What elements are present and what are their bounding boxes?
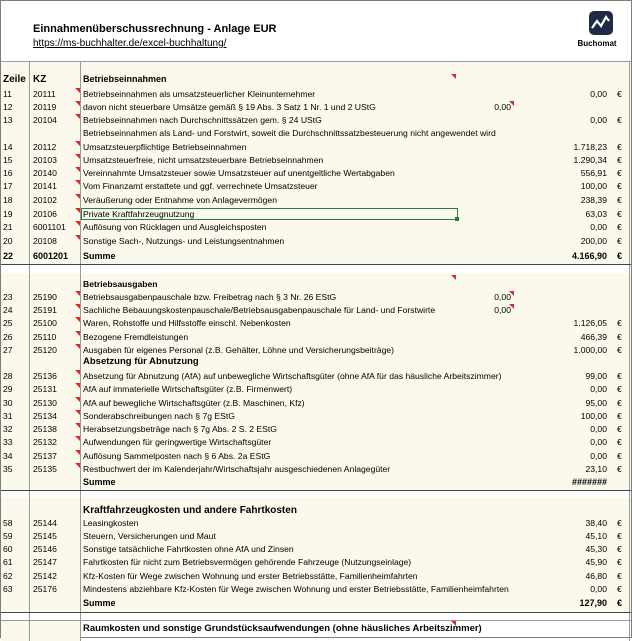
comment-indicator-icon	[75, 344, 80, 349]
table-row[interactable]	[1, 450, 631, 463]
cell-sum-value: #######	[571, 477, 607, 487]
cell-unit: €	[617, 437, 622, 447]
comment-indicator-icon	[75, 383, 80, 388]
table-row[interactable]	[1, 304, 631, 317]
comment-indicator-icon	[75, 331, 80, 336]
cell-value: 1.718,23	[573, 142, 607, 152]
cell-value: 45,30	[585, 544, 607, 554]
cell-description: AfA auf immaterielle Wirtschaftsgüter (z.B. Firmenwert)	[83, 384, 293, 394]
cell-description: Absetzung für Abnutzung (AfA) auf unbewegliche Wirtschaftsgüter (ohne AfA für das häusliche Arbeitszimmer)	[83, 371, 502, 381]
cell-unit: €	[617, 209, 622, 219]
table-row[interactable]	[1, 423, 631, 436]
cell-zeile: 31	[3, 411, 13, 421]
comment-indicator-icon	[451, 74, 456, 79]
cell-value: 0,00	[590, 222, 607, 232]
cell-zeile: 13	[3, 115, 13, 125]
cell-unit: €	[617, 168, 622, 178]
cell-zeile: 15	[3, 155, 13, 165]
cell-value: 1.126,05	[573, 318, 607, 328]
cell-kz: 25136	[33, 371, 57, 381]
cell-zeile: 17	[3, 181, 13, 191]
cell-zeile: 19	[3, 209, 13, 219]
cell-kz: 25120	[33, 345, 57, 355]
cell-value: 63,03	[585, 209, 607, 219]
comment-indicator-icon	[75, 154, 80, 159]
cell-zeile: 16	[3, 168, 13, 178]
cell-zeile: 59	[3, 531, 13, 541]
cell-unit: €	[617, 115, 622, 125]
cell-description: davon nicht steuerbare Umsätze gemäß § 19 Abs. 3 Satz 1 Nr. 1 und 2 UStG	[83, 102, 376, 112]
cell-description: Auflösung Sammelposten nach § 6 Abs. 2a EStG	[83, 451, 271, 461]
cell-mid-value: 0,00	[494, 102, 511, 112]
cell-kz: 25131	[33, 384, 57, 394]
cell-zeile: 61	[3, 557, 13, 567]
table-row[interactable]	[1, 194, 631, 207]
cell-zeile: 12	[3, 102, 13, 112]
cell-description: Restbuchwert der im Kalenderjahr/Wirtschaftsjahr ausgeschiedenen Anlagegüter	[83, 464, 391, 474]
cell-description: Auflösung von Rücklagen und Ausgleichsposten	[83, 222, 267, 232]
cell-unit: €	[617, 398, 622, 408]
cell-value: 0,00	[590, 437, 607, 447]
cell-kz: 25134	[33, 411, 57, 421]
cell-unit: €	[617, 222, 622, 232]
cell-description: Betriebseinnahmen als umsatzsteuerlicher Kleinunternehmer	[83, 89, 316, 99]
cell-value: 0,00	[590, 384, 607, 394]
cell-value: 0,00	[590, 451, 607, 461]
cell-description: Betriebseinnahmen als Land- und Forstwirt, soweit die Durchschnittssatzbesteuerung nicht angewendet wird	[83, 128, 496, 138]
table-row[interactable]	[1, 317, 631, 330]
comment-indicator-icon	[75, 291, 80, 296]
cell-unit: €	[617, 544, 622, 554]
cell-description: Aufwendungen für geringwertige Wirtschaftsgüter	[83, 437, 272, 447]
cell-description: Bezogene Fremdleistungen	[83, 332, 189, 342]
table-row[interactable]	[1, 141, 631, 154]
cell-kz: 25132	[33, 437, 57, 447]
comment-indicator-icon	[75, 141, 80, 146]
cell-kz: 20140	[33, 168, 57, 178]
grid-line	[1, 61, 631, 62]
sum-row-expenses[interactable]	[1, 476, 631, 489]
comment-indicator-icon	[75, 317, 80, 322]
table-row[interactable]	[1, 154, 631, 167]
cell-kz: 20112	[33, 142, 57, 152]
cell-kz: 20104	[33, 115, 57, 125]
comment-indicator-icon	[75, 370, 80, 375]
section-heading-expenses: Betriebsausgaben	[83, 279, 158, 289]
cell-description: AfA auf bewegliche Wirtschaftsgüter (z.B. Maschinen, Kfz)	[83, 398, 305, 408]
comment-indicator-icon	[75, 88, 80, 93]
grid-line	[1, 612, 631, 613]
cell-zeile: 23	[3, 292, 13, 302]
cell-value: 0,00	[590, 89, 607, 99]
cell-zeile: 58	[3, 518, 13, 528]
cell-unit: €	[617, 584, 622, 594]
cell-kz: 25137	[33, 451, 57, 461]
cell-kz: 25147	[33, 557, 57, 567]
table-row[interactable]	[1, 410, 631, 423]
cell-kz: 25176	[33, 584, 57, 594]
table-row[interactable]	[1, 463, 631, 476]
cell-kz: 25135	[33, 464, 57, 474]
cell-zeile: 22	[3, 251, 14, 261]
cell-zeile: 25	[3, 318, 13, 328]
cell-zeile: 18	[3, 195, 13, 205]
cell-value: 100,00	[580, 181, 607, 191]
cell-value: 1.000,00	[573, 345, 607, 355]
table-row[interactable]	[1, 543, 631, 556]
comment-indicator-icon	[75, 208, 80, 213]
cell-unit: €	[617, 181, 622, 191]
cell-kz: 6001101	[33, 222, 66, 232]
cell-zeile: 29	[3, 384, 13, 394]
cell-unit: €	[617, 518, 622, 528]
cell-description: Private Kraftfahrzeugnutzung	[83, 209, 195, 219]
table-row[interactable]	[1, 436, 631, 449]
cell-kz: 25145	[33, 531, 57, 541]
cell-zeile: 11	[3, 89, 12, 99]
comment-indicator-icon	[75, 167, 80, 172]
comment-indicator-icon	[75, 450, 80, 455]
cell-sum-value: 4.166,90	[571, 251, 607, 261]
cell-value: 200,00	[580, 236, 607, 246]
cell-unit: €	[617, 195, 622, 205]
cell-zeile: 27	[3, 345, 13, 355]
cell-mid-value: 0,00	[494, 292, 511, 302]
sheet-title: Einnahmenüberschussrechnung - Anlage EUR	[33, 23, 277, 35]
cell-unit: €	[617, 424, 622, 434]
cell-value: 238,39	[580, 195, 607, 205]
cell-sum-label: Summe	[83, 477, 116, 487]
cell-zeile: 34	[3, 451, 13, 461]
table-row[interactable]	[1, 383, 631, 396]
cell-kz: 25146	[33, 544, 57, 554]
cell-zeile: 32	[3, 424, 13, 434]
table-row[interactable]	[1, 331, 631, 344]
cell-unit: €	[617, 318, 622, 328]
cell-unit: €	[617, 464, 622, 474]
cell-unit: €	[617, 531, 622, 541]
table-row[interactable]	[1, 556, 631, 569]
cell-description: Sonstige Sach-, Nutzungs- und Leistungsentnahmen	[83, 236, 285, 246]
cell-description: Vereinnahmte Umsatzsteuer sowie Umsatzsteuer auf unentgeltliche Wertabgaben	[83, 168, 395, 178]
cell-unit: €	[617, 371, 622, 381]
sheet-header	[1, 1, 631, 61]
table-row[interactable]	[1, 127, 631, 140]
cell-unit: €	[617, 236, 622, 246]
comment-indicator-icon	[75, 436, 80, 441]
cell-kz: 25130	[33, 398, 57, 408]
table-row[interactable]	[1, 517, 631, 530]
separator	[1, 264, 631, 273]
section-heading-income: Betriebseinnahmen	[83, 74, 167, 84]
logo-text: Buchomat	[577, 39, 617, 48]
cell-zeile: 30	[3, 398, 13, 408]
cell-description: Waren, Rohstoffe und Hilfsstoffe einschl. Nebenkosten	[83, 318, 291, 328]
column-header-kz: KZ	[33, 74, 47, 85]
cell-kz: 6001201	[33, 251, 69, 261]
cell-unit: €	[617, 571, 622, 581]
cell-description: Mindestens abziehbare Kfz-Kosten für Wege zwischen Wohnung und erster Betriebsstätte, Familienheimfahrten	[83, 584, 509, 594]
cell-kz: 25191	[33, 305, 57, 315]
website-link[interactable]: https://ms-buchhalter.de/excel-buchhaltung/	[33, 38, 227, 49]
cell-unit: €	[617, 251, 623, 261]
cell-value: 23,10	[585, 464, 607, 474]
comment-indicator-icon	[509, 101, 514, 106]
cell-value: 95,00	[585, 398, 607, 408]
table-row[interactable]	[1, 114, 631, 127]
cell-value: 0,00	[590, 115, 607, 125]
comment-indicator-icon	[75, 410, 80, 415]
cell-description: Sonderabschreibungen nach § 7g EStG	[83, 411, 235, 421]
cell-zeile: 33	[3, 437, 13, 447]
section-heading-vehicle: Kraftfahrzeugkosten und andere Fahrtkosten	[83, 505, 297, 516]
cell-description: Veräußerung oder Entnahme von Anlagevermögen	[83, 195, 277, 205]
subheading-depreciation: Absetzung für Abnutzung	[83, 356, 199, 367]
comment-indicator-icon	[509, 304, 514, 309]
comment-indicator-icon	[75, 304, 80, 309]
table-row[interactable]	[1, 221, 631, 234]
cell-description: Ausgaben für eigenes Personal (z.B. Gehälter, Löhne und Versicherungsbeiträge)	[83, 345, 395, 355]
cell-kz: 25138	[33, 424, 57, 434]
comment-indicator-icon	[75, 101, 80, 106]
cell-unit: €	[617, 89, 622, 99]
table-row[interactable]	[1, 570, 631, 583]
cell-kz: 25100	[33, 318, 57, 328]
cell-unit: €	[617, 451, 622, 461]
cell-description: Kfz-Kosten für Wege zwischen Wohnung und erster Betriebsstätte, Familienheimfahrten	[83, 571, 418, 581]
table-row[interactable]	[1, 235, 631, 248]
cell-value: 0,00	[590, 584, 607, 594]
comment-indicator-icon	[75, 221, 80, 226]
cell-description: Leasingkosten	[83, 518, 139, 528]
cell-unit: €	[617, 557, 622, 567]
cell-description: Herabsetzungsbeträge nach § 7g Abs. 2 S. 2 EStG	[83, 424, 277, 434]
active-cell-selection[interactable]	[81, 208, 458, 220]
comment-indicator-icon	[75, 180, 80, 185]
cell-value: 38,40	[585, 518, 607, 528]
cell-description: Vom Finanzamt erstattete und ggf. verrechnete Umsatzsteuer	[83, 181, 318, 191]
cell-value: 100,00	[580, 411, 607, 421]
cell-zeile: 62	[3, 571, 13, 581]
cell-unit: €	[617, 142, 622, 152]
cell-unit: €	[617, 598, 623, 608]
cell-unit: €	[617, 384, 622, 394]
table-row[interactable]	[1, 88, 631, 101]
cell-zeile: 20	[3, 236, 13, 246]
cell-kz: 20111	[33, 89, 56, 99]
cell-zeile: 26	[3, 332, 13, 342]
sum-row-vehicle[interactable]	[1, 597, 631, 610]
table-row[interactable]	[1, 101, 631, 114]
sum-row-income[interactable]	[1, 250, 631, 263]
cell-kz: 20119	[33, 102, 57, 112]
cell-description: Betriebsausgabenpauschale bzw. Freibetrag nach § 3 Nr. 26 EStG	[83, 292, 337, 302]
cell-description: Betriebseinnahmen nach Durchschnittssätzen gem. § 24 UStG	[83, 115, 322, 125]
cell-kz: 20108	[33, 236, 57, 246]
comment-indicator-icon	[75, 463, 80, 468]
section-heading-rooms: Raumkosten und sonstige Grundstücksaufwendungen (ohne häusliches Arbeitszimmer)	[83, 623, 482, 634]
cell-zeile: 28	[3, 371, 13, 381]
cell-kz: 25110	[33, 332, 57, 342]
separator	[1, 490, 631, 498]
comment-indicator-icon	[451, 621, 456, 626]
cell-value: 46,80	[585, 571, 607, 581]
cell-description: Sonstige tatsächliche Fahrtkosten ohne AfA und Zinsen	[83, 544, 294, 554]
table-row[interactable]	[1, 167, 631, 180]
column-header-zeile: Zeile	[3, 74, 26, 85]
cell-value: 0,00	[590, 424, 607, 434]
cell-zeile: 60	[3, 544, 13, 554]
comment-indicator-icon	[75, 114, 80, 119]
cell-description: Umsatzsteuerfreie, nicht umsatzsteuerbare Betriebseinnahmen	[83, 155, 324, 165]
cell-zeile: 35	[3, 464, 13, 474]
cell-value: 45,10	[585, 531, 607, 541]
comment-indicator-icon	[451, 275, 456, 280]
comment-indicator-icon	[75, 194, 80, 199]
cell-zeile: 21	[3, 222, 13, 232]
cell-kz: 20141	[33, 181, 57, 191]
cell-unit: €	[617, 411, 622, 421]
cell-sum-label: Summe	[83, 251, 116, 261]
separator	[1, 612, 631, 620]
cell-kz: 25142	[33, 571, 57, 581]
cell-value: 1.290,34	[573, 155, 607, 165]
cell-sum-value: 127,90	[579, 598, 607, 608]
comment-indicator-icon	[75, 235, 80, 240]
cell-zeile: 14	[3, 142, 13, 152]
comment-indicator-icon	[509, 291, 514, 296]
cell-unit: €	[617, 332, 622, 342]
cell-value: 466,39	[580, 332, 607, 342]
cell-description: Umsatzsteuerpflichtige Betriebseinnahmen	[83, 142, 247, 152]
cell-value: 99,00	[585, 371, 607, 381]
table-row[interactable]	[1, 291, 631, 304]
grid-line	[1, 490, 631, 491]
cell-value: 45,90	[585, 557, 607, 567]
grid-line	[1, 264, 631, 265]
cell-kz: 20106	[33, 209, 57, 219]
comment-indicator-icon	[75, 423, 80, 428]
cell-mid-value: 0,00	[494, 305, 511, 315]
cell-sum-label: Summe	[83, 598, 116, 608]
cell-zeile: 24	[3, 305, 13, 315]
cell-kz: 25144	[33, 518, 57, 528]
cell-kz: 25190	[33, 292, 57, 302]
cell-description: Steuern, Versicherungen und Maut	[83, 531, 216, 541]
comment-indicator-icon	[75, 397, 80, 402]
cell-zeile: 63	[3, 584, 13, 594]
cell-description: Fahrtkosten für nicht zum Betriebsvermögen gehörende Fahrzeuge (Nutzungseinlage)	[83, 557, 412, 567]
cell-unit: €	[617, 345, 622, 355]
table-row[interactable]	[1, 370, 631, 383]
cell-kz: 20103	[33, 155, 57, 165]
table-row[interactable]	[1, 530, 631, 543]
cell-unit: €	[617, 155, 622, 165]
table-row[interactable]	[1, 397, 631, 410]
cell-description: Sachliche Bebauungskostenpauschale/Betriebsausgabenpauschale für Land- und Forstwirte	[83, 305, 436, 315]
grid-line	[1, 620, 631, 621]
cell-kz: 20102	[33, 195, 57, 205]
table-row[interactable]	[1, 180, 631, 193]
table-row[interactable]	[1, 583, 631, 596]
cell-value: 556,91	[580, 168, 607, 178]
